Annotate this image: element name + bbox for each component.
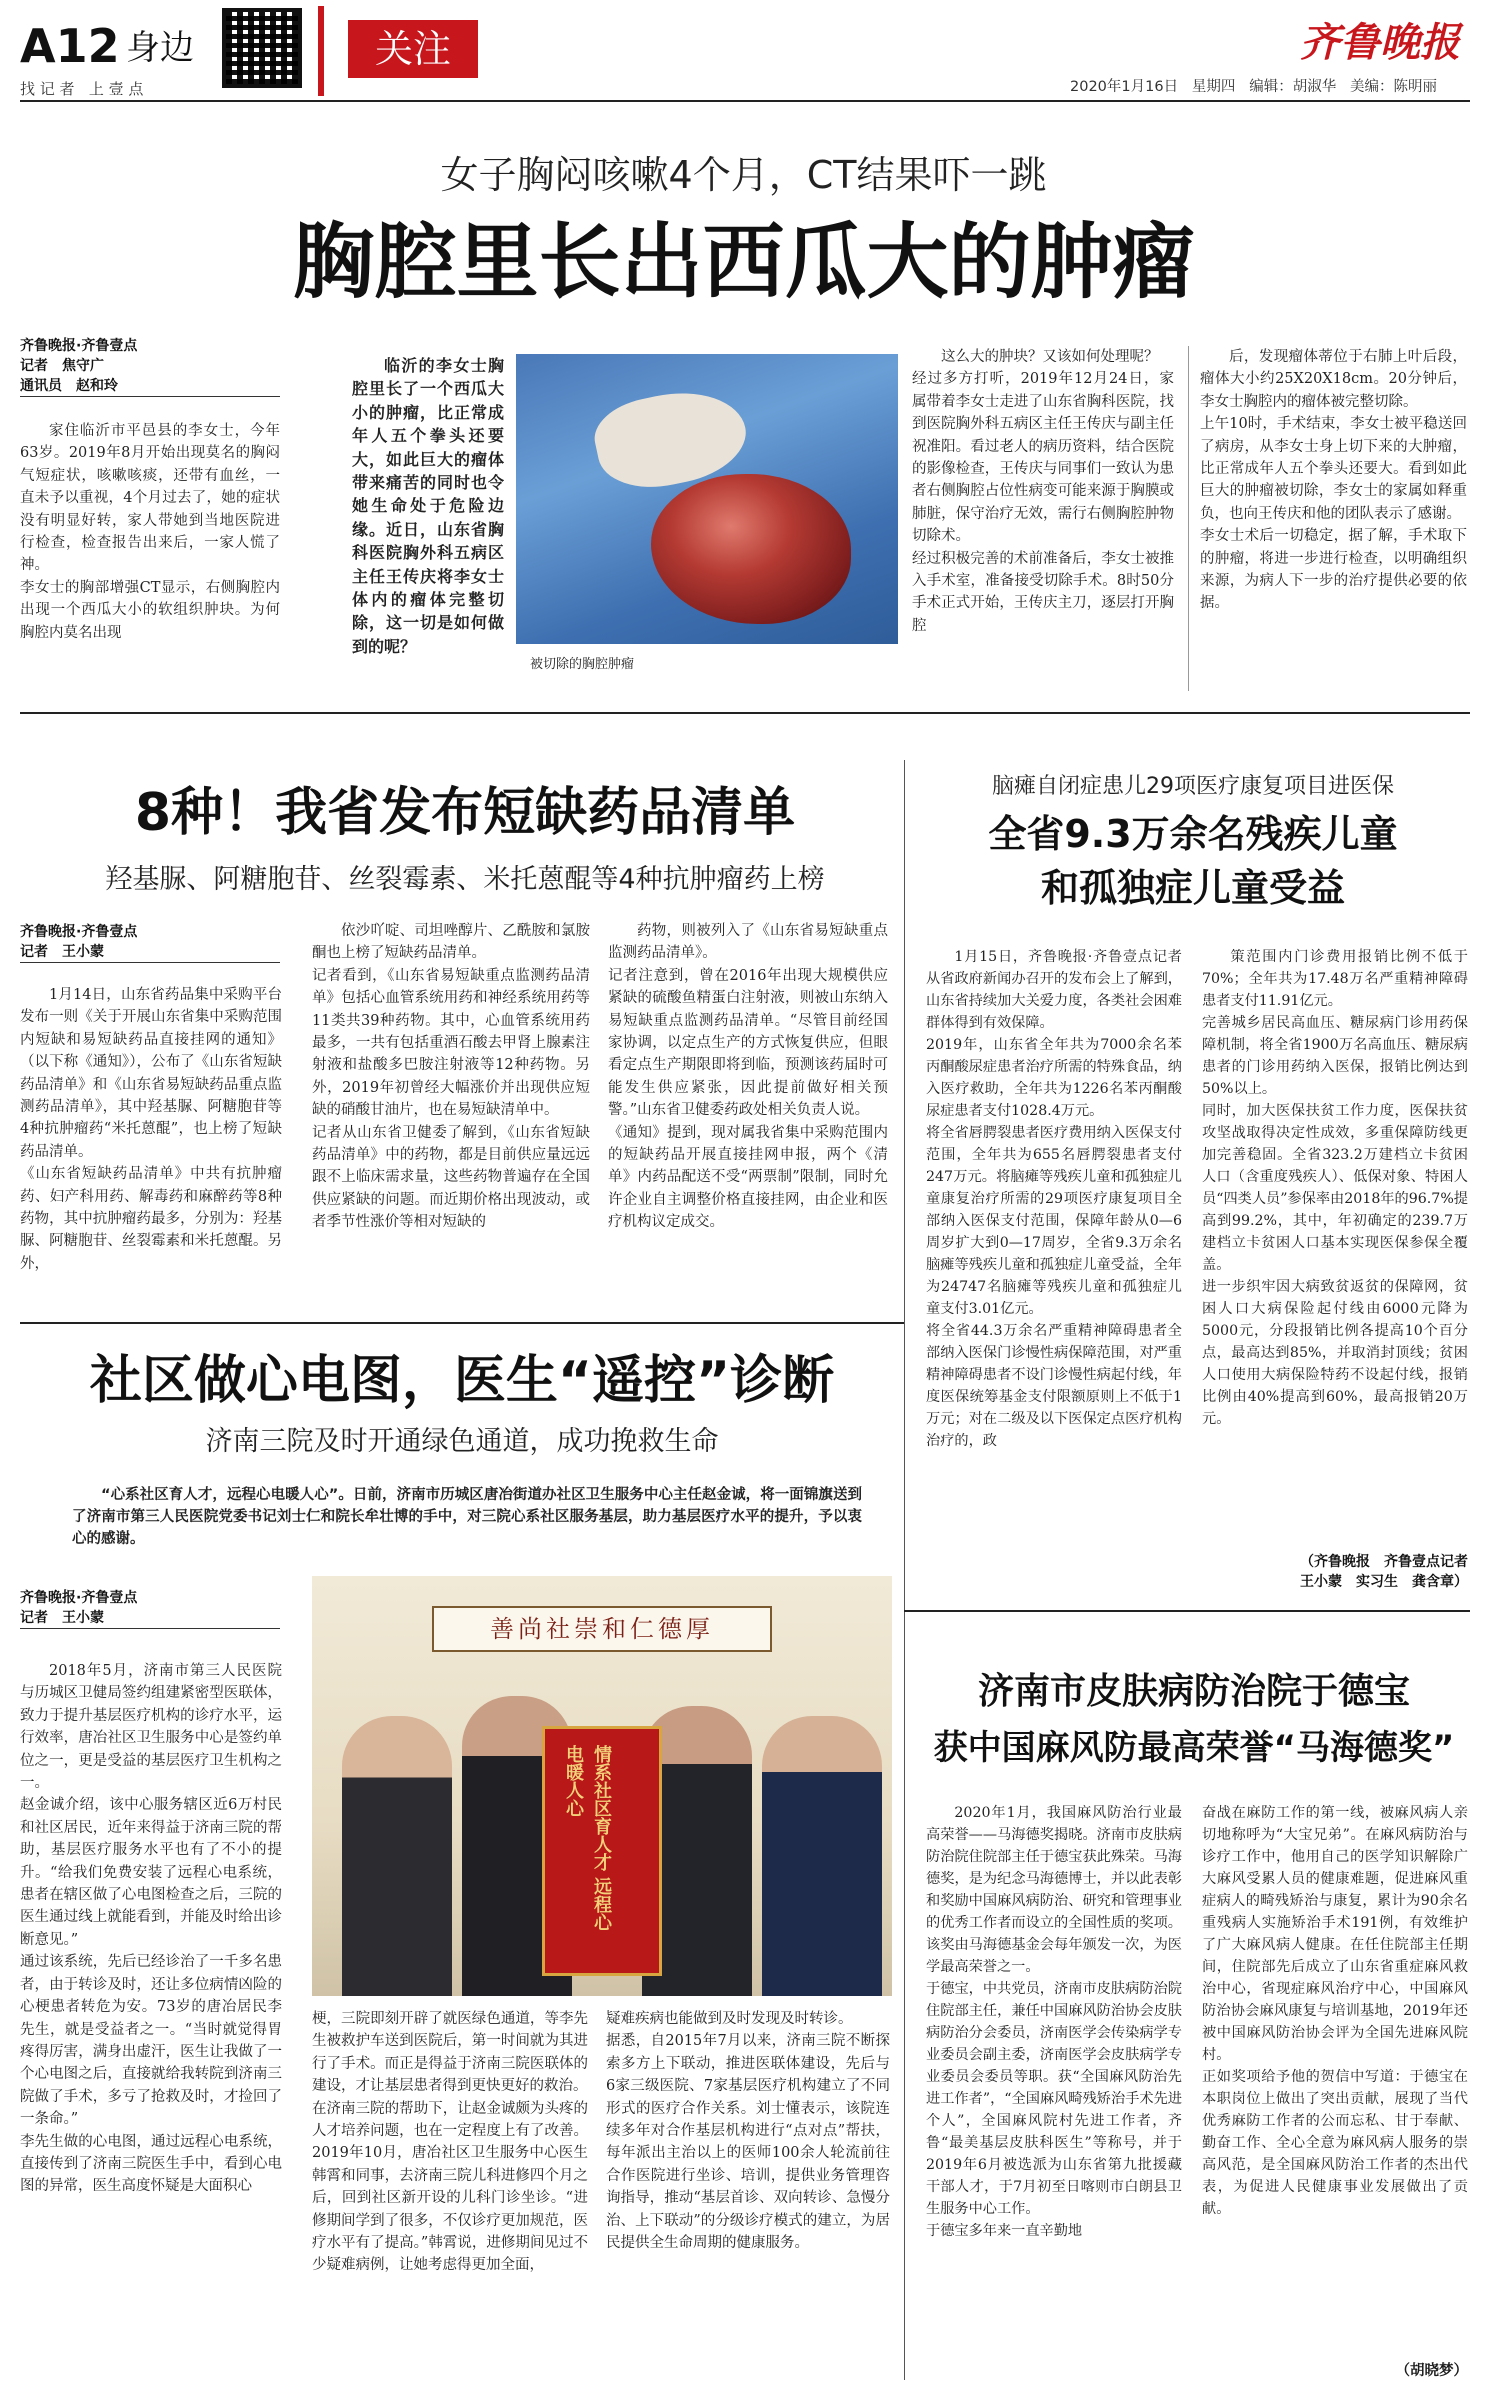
body-text: 药物，则被列入了《山东省易短缺重点监测药品清单》。 记者注意到，曾在2016年出现大规模供应紧缺的硫酸鱼精蛋白注射液，则被山东纳入易短缺重点监测药品清单。“尽管目前经国家协调，以定点生产的方式恢复供应，但眼看定点生产期限即将到临，预测该药届时可能发生供应紧张，因此提前做好相关预警。”山东省卫健委药政处相关负责人说。 《通知》提到，现对属我省集中采购范围内的短缺药品开展直接挂网申报，两个《清单》内药品配送不受“两票制”限制，同时允许企业自主调整价格直接挂网，由企业和医疗机构议定成交。	[608, 923, 888, 1231]
article-body-col1	[926, 1802, 1182, 2382]
article-title-line2: 和孤独症儿童受益	[1040, 866, 1345, 910]
body-text: 2020年1月，我国麻风防治行业最高荣誉——马海德奖揭晓。济南市皮肤病防治院住院部主任于德宝获此殊荣。马海德奖，是为纪念马海德博士，并以此表彰和奖励中国麻风病防治、研究和管理事业的优秀工作者而设立的全国性质的奖项。该奖由马海德基金会每年颁发一次，为医学最高荣誉之一。 于德宝，中共党员，济南市皮肤病防治院住院部主任，兼任中国麻风防治协会皮肤病防治分会委员，济南医学会传染病学专业委员会副主委，济南医学会皮肤病学专业委员会委员等职。获“全国麻风防治先进工作者”，“全国麻风畸残矫治手术先进个人”，全国麻风院村先进工作者，齐鲁“最美基层皮肤科医生”等称号，并于2019年6月被选派为山东省第九批援藏干部人才，于7月初至日喀则市白朗县卫生服务中心工作。 于德宝多年来一直辛勤地	[926, 1805, 1182, 2239]
body-text: 策范围内门诊费用报销比例不低于70%；全年共为17.48万名严重精神障碍患者支付11.91亿元。 完善城乡居民高血压、糖尿病门诊用药保障机制，将全省1900万名高血压、糖尿病患者的门诊用药纳入医保，报销比例达到50%以上。 同时，加大医保扶贫工作力度，医保扶贫攻坚战取得决定性成效，多重保障防线更加完善稳固。全省323.2万建档立卡贫困人口（含重度残疾人）、低保对象、特困人员“四类人员”参保率由2018年的96.7%提高到99.2%，其中，年初确定的239.7万建档立卡贫困人口基本实现医保参保全覆盖。 进一步织牢因大病致贫返贫的保障网，贫困人口大病保险起付线由6000元降为5000元，分段报销比例各提高10个百分点，最高达到85%，并取消封顶线；贫困人口使用大病保险特药不设起付线，报销比例由40%提高到60%，最高报销20万元。	[1202, 949, 1468, 1427]
article-body-col4	[1200, 346, 1467, 696]
tumor-photo	[516, 354, 898, 644]
article-subtitle: 羟基脲、阿糖胞苷、丝裂霉素、米托蒽醌等4种抗肿瘤药上榜	[105, 864, 825, 895]
date-line: 2020年1月16日 星期四 编辑：胡淑华 美编：陈明丽	[1070, 79, 1438, 95]
article-body-col2	[312, 920, 590, 1314]
article-body-col3	[608, 920, 888, 1314]
byline-outlet: 齐鲁晚报·齐鲁壹点	[20, 1590, 138, 1606]
byline-outlet: 齐鲁晚报·齐鲁壹点	[20, 924, 138, 940]
page-number: A12	[20, 19, 120, 73]
section-tag: 关注	[348, 20, 478, 78]
article-kicker: 女子胸闷咳嗽4个月，CT结果吓一跳	[440, 153, 1047, 197]
slogan: 找 记 者 上 壹 点	[20, 80, 144, 98]
article-title-line2: 获中国麻风防最高荣誉“马海德奖”	[933, 1728, 1455, 1768]
section-rule	[20, 1322, 904, 1324]
body-text: 奋战在麻防工作的第一线，被麻风病人亲切地称呼为“大宝兄弟”。在麻风病防治与诊疗工作中，他用自己的医学知识解除广大麻风受累人员的健康难题，促进麻风重症病人的畸残矫治与康复，累计为90余名重残病人实施矫治手术191例，有效维护了广大麻风病人健康。在任住院部主任期间，住院部先后成立了山东省重症麻风救治中心，省现症麻风治疗中心，中国麻风防治协会麻风康复与培训基地，2019年还被中国麻风防治协会评为全国先进麻风院村。 正如奖项给予他的贺信中写道：于德宝在本职岗位上做出了突出贡献，展现了当代优秀麻防工作者的公而忘私、甘于奉献、勤奋工作、全心全意为麻风病人服务的崇高风范，是全国麻风防治工作者的杰出代表，为促进人民健康事业发展做出了贡献。	[1202, 1805, 1468, 2217]
lead-text: “心系社区育人才，远程心电暖人心”。日前，济南市历城区唐冶街道办社区卫生服务中心主任赵金诚，将一面锦旗送到了济南市第三人民医院党委书记刘士仁和院长牟壮博的手中，对三院心系社区服务基层，助力基层医疗水平的提升，予以衷心的感谢。	[72, 1487, 862, 1547]
article-byline	[20, 1588, 280, 1629]
byline-reporter: 记者 焦守广	[20, 358, 104, 374]
article-subtitle: 济南三院及时开通绿色通道，成功挽救生命	[205, 1426, 719, 1457]
body-text: 这么大的肿块？又该如何处理呢？ 经过多方打听，2019年12月24日，家属带着李女士走进了山东省胸科医院，找到医院胸外科五病区主任王传庆与副主任祝准阳。看过老人的病历资料，结合医院的影像检查，王传庆与同事们一致认为患者右侧胸腔占位性病变可能来源于胸膜或肺脏，保守治疗无效，需行右侧胸腔肿物切除术。 经过积极完善的术前准备后，李女士被推入手术室，准备接受切除手术。8时50分手术正式开始，王传庆主刀，逐层打开胸腔	[912, 349, 1174, 634]
body-text: 依沙吖啶、司坦唑醇片、乙酰胺和氯胺酮也上榜了短缺药品清单。 记者看到，《山东省易短缺重点监测药品清单》包括心血管系统用药和神经系统用药等11类共39种药物。其中，心血管系统用药最多，一共有包括重酒石酸去甲肾上腺素注射液和盐酸多巴胺注射液等12种药物。另外，2019年初曾经大幅涨价并出现供应短缺的硝酸甘油片，也在易短缺清单中。 记者从山东省卫健委了解到，《山东省短缺药品清单》中的药物，都是目前供应量远远跟不上临床需求量，这些药物普遍存在全国供应紧缺的问题。而近期价格出现波动，或者季节性涨价等相对短缺的	[312, 923, 590, 1231]
pennant-text: 情系社区育人才 远程心电暖人心	[563, 1745, 612, 1932]
section-rule	[20, 712, 1470, 714]
article-kicker: 脑瘫自闭症患儿29项医疗康复项目进医保	[992, 774, 1394, 799]
article-byline	[20, 922, 280, 963]
person-4	[762, 1716, 882, 1996]
article-lead	[352, 354, 504, 674]
masthead-rule	[20, 100, 1470, 102]
article-lead	[72, 1484, 862, 1564]
article-body-col1	[20, 420, 280, 720]
section-name: 身边	[126, 28, 194, 68]
red-pennant	[542, 1726, 662, 1976]
article-title: 8种！我省发布短缺药品清单	[134, 783, 796, 843]
byline-reporter: 记者 王小蒙	[20, 1608, 280, 1629]
article-body-col1	[20, 1660, 282, 2380]
body-text: 家住临沂市平邑县的李女士，今年63岁。2019年8月开始出现莫名的胸闷气短症状，咳嗽咳痰，还带有血丝，一直未予以重视，4个月过去了，她的症状没有明显好转，家人带她到当地医院进行检查，检查报告出来后，一家人慌了神。 李女士的胸部增强CT显示，右侧胸腔内出现一个西瓜大小的软组织肿块。为何胸腔内莫名出现	[20, 423, 280, 641]
article-title-line1: 济南市皮肤病防治院于德宝	[977, 1671, 1410, 1712]
byline-reporter: 记者 王小蒙	[20, 942, 280, 963]
lead-text: 临沂的李女士胸腔里长了一个西瓜大小的肿瘤，比正常成年人五个拳头还要大，如此巨大的瘤体带来痛苦的同时也令她生命处于危险边缘。近日，山东省胸科医院胸外科五病区主任王传庆将李女士体内的瘤体完整切除，这一切是如何做到的呢？	[352, 356, 504, 656]
body-text: 后，发现瘤体蒂位于右肺上叶后段，瘤体大小约25X20X18cm。20分钟后，李女士胸腔内的瘤体被完整切除。 上午10时，手术结束，李女士被平稳送回了病房，从李女士身上切下来的大肿瘤，比正常成年人五个拳头还要大。看到如此巨大的肿瘤被切除，李女士的家属如释重负，也向王传庆和他的团队表示了感谢。 李女士术后一切稳定，据了解，手术取下的肿瘤，将进一步进行检查，以明确组织来源，为病人下一步的治疗提供必要的依据。	[1200, 349, 1467, 612]
article-credit	[1202, 1552, 1468, 1592]
calligraphy-plaque: 善尚社崇和仁德厚	[432, 1606, 772, 1652]
article-body-col1	[926, 946, 1182, 1606]
article-body-col1	[20, 984, 282, 1314]
paper-logo: 齐鲁晚报	[1300, 19, 1460, 66]
credit-line1: （齐鲁晚报 齐鲁壹点记者	[1300, 1554, 1468, 1570]
photo-caption: 被切除的胸腔肿瘤	[530, 657, 635, 672]
section-rule	[904, 1610, 1470, 1612]
column-divider	[1188, 346, 1189, 691]
tumor-shape	[651, 474, 851, 624]
article-byline	[20, 336, 280, 397]
article-body-col2	[312, 2008, 588, 2382]
body-text: 1月14日，山东省药品集中采购平台发布一则《关于开展山东省集中采购范围内短缺和易短缺药品直接挂网的通知》（以下称《通知》），公布了《山东省短缺药品清单》和《山东省易短缺药品重点监测药品清单》，其中羟基脲、阿糖胞苷等4种抗肿瘤药“米托蒽醌”，也上榜了短缺药品清单。 《山东省短缺药品清单》中共有抗肿瘤药、妇产科用药、解毒药和麻醉药等8种药物，其中抗肿瘤药最多，分别为：羟基脲、阿糖胞苷、丝裂霉素和米托蒽醌。另外，	[20, 987, 282, 1272]
article-body-col2	[1202, 1802, 1468, 2358]
article-title-line1: 全省9.3万余名残疾儿童	[988, 812, 1398, 856]
article-title: 胸腔里长出西瓜大的肿瘤	[292, 215, 1195, 310]
article-title: 社区做心电图，医生“遥控”诊断	[89, 1351, 835, 1411]
byline-correspondent: 通讯员 赵和玲	[20, 376, 280, 397]
body-text: 疑难疾病也能做到及时发现及时转诊。 据悉，自2015年7月以来，济南三院不断探索多方上下联动，推进医联体建设，先后与6家三级医院、7家基层医疗机构建立了不同形式的医疗合作关系。刘士懂表示，该院连续多年对合作基层机构进行“点对点”帮扶，每年派出主治以上的医师100余人轮流前往合作医院进行坐诊、培训，提供业务管理咨询指导，推动“基层首诊、双向转诊、急慢分治、上下联动”的分级诊疗模式的建立，为居民提供全生命周期的健康服务。	[606, 2011, 890, 2252]
article-body-col2	[1202, 946, 1468, 1546]
page-column-divider	[904, 760, 905, 2380]
body-text: 2018年5月，济南市第三人民医院与历城区卫健局签约组建紧密型医联体，致力于提升基层医疗机构的诊疗水平，运行效率，唐冶社区卫生服务中心是签约单位之一，更是受益的基层医疗卫生机构之一。 赵金诚介绍，该中心服务辖区近6万村民和社区居民，近年来得益于济南三院的帮助，基层医疗服务水平也有了不小的提升。“给我们免费安装了远程心电系统，患者在辖区做了心电图检查之后，三院的医生通过线上就能看到，并能及时给出诊断意见。” 通过该系统，先后已经诊治了一千多名患者，由于转诊及时，还让多位病情凶险的心梗患者转危为安。73岁的唐冶居民李先生，就是受益者之一。“当时就觉得胃疼得厉害，满身出虚汗，医生让我做了一个心电图之后，直接就给我转院到济南三院做了手术，多亏了抢救及时，才捡回了一条命。” 李先生做的心电图，通过远程心电系统，直接传到了济南三院医生手中，看到心电图的异常，医生高度怀疑是大面积心	[20, 1663, 282, 2195]
credit-line2: 王小蒙 实习生 龚含章）	[1300, 1574, 1468, 1590]
pennant-photo	[312, 1576, 892, 1996]
person-1	[342, 1716, 452, 1996]
article-body-col3	[606, 2008, 890, 2382]
body-text: 梗，三院即刻开辟了就医绿色通道，等李先生被救护车送到医院后，第一时间就为其进行了手术。而正是得益于济南三院医联体的建设，才让基层患者得到更快更好的救治。 在济南三院的帮助下，让赵金诚颇为头疼的人才培养问题，也在一定程度上有了改善。2019年10月，唐冶社区卫生服务中心医生韩霄和同事，去济南三院儿科进修四个月之后，回到社区新开设的儿科门诊坐诊。“进修期间学到了很多，不仅诊疗更加规范，医疗水平有了提高。”韩霄说，进修期间见过不少疑难病例，让她考虑得更加全面，	[312, 2011, 588, 2274]
article-credit: （胡晓梦）	[1395, 2362, 1468, 2379]
tag-bar	[318, 6, 324, 96]
byline-outlet: 齐鲁晚报·齐鲁壹点	[20, 338, 138, 354]
body-text: 1月15日，齐鲁晚报·齐鲁壹点记者从省政府新闻办召开的发布会上了解到，山东省持续加大关爱力度，各类社会困难群体得到有效保障。 2019年，山东省全年共为7000余名苯丙酮酸尿症患者治疗所需的特殊食品，纳入医疗救助，全年共为1226名苯丙酮酸尿症患者支付1028.4万元。 将全省唇腭裂患者医疗费用纳入医保支付范围，全年共为655名唇腭裂患者支付247万元。将脑瘫等残疾儿童和孤独症儿童康复治疗所需的29项医疗康复项目全部纳入医保支付范围，保障年龄从0—6周岁扩大到0—17周岁，全省9.3万余名脑瘫等残疾儿童和孤独症儿童受益，全年为24747名脑瘫等残疾儿童和孤独症儿童支付3.01亿元。 将全省44.3万余名严重精神障碍患者全部纳入医保门诊慢性病保障范围，对严重精神障碍患者不设门诊慢性病起付线，年度医保统筹基金支付限额原则上不低于1万元；对在二级及以下医保定点医疗机构治疗的，政	[926, 949, 1182, 1449]
qr-code-icon	[222, 8, 302, 88]
article-body-col3	[912, 346, 1174, 696]
